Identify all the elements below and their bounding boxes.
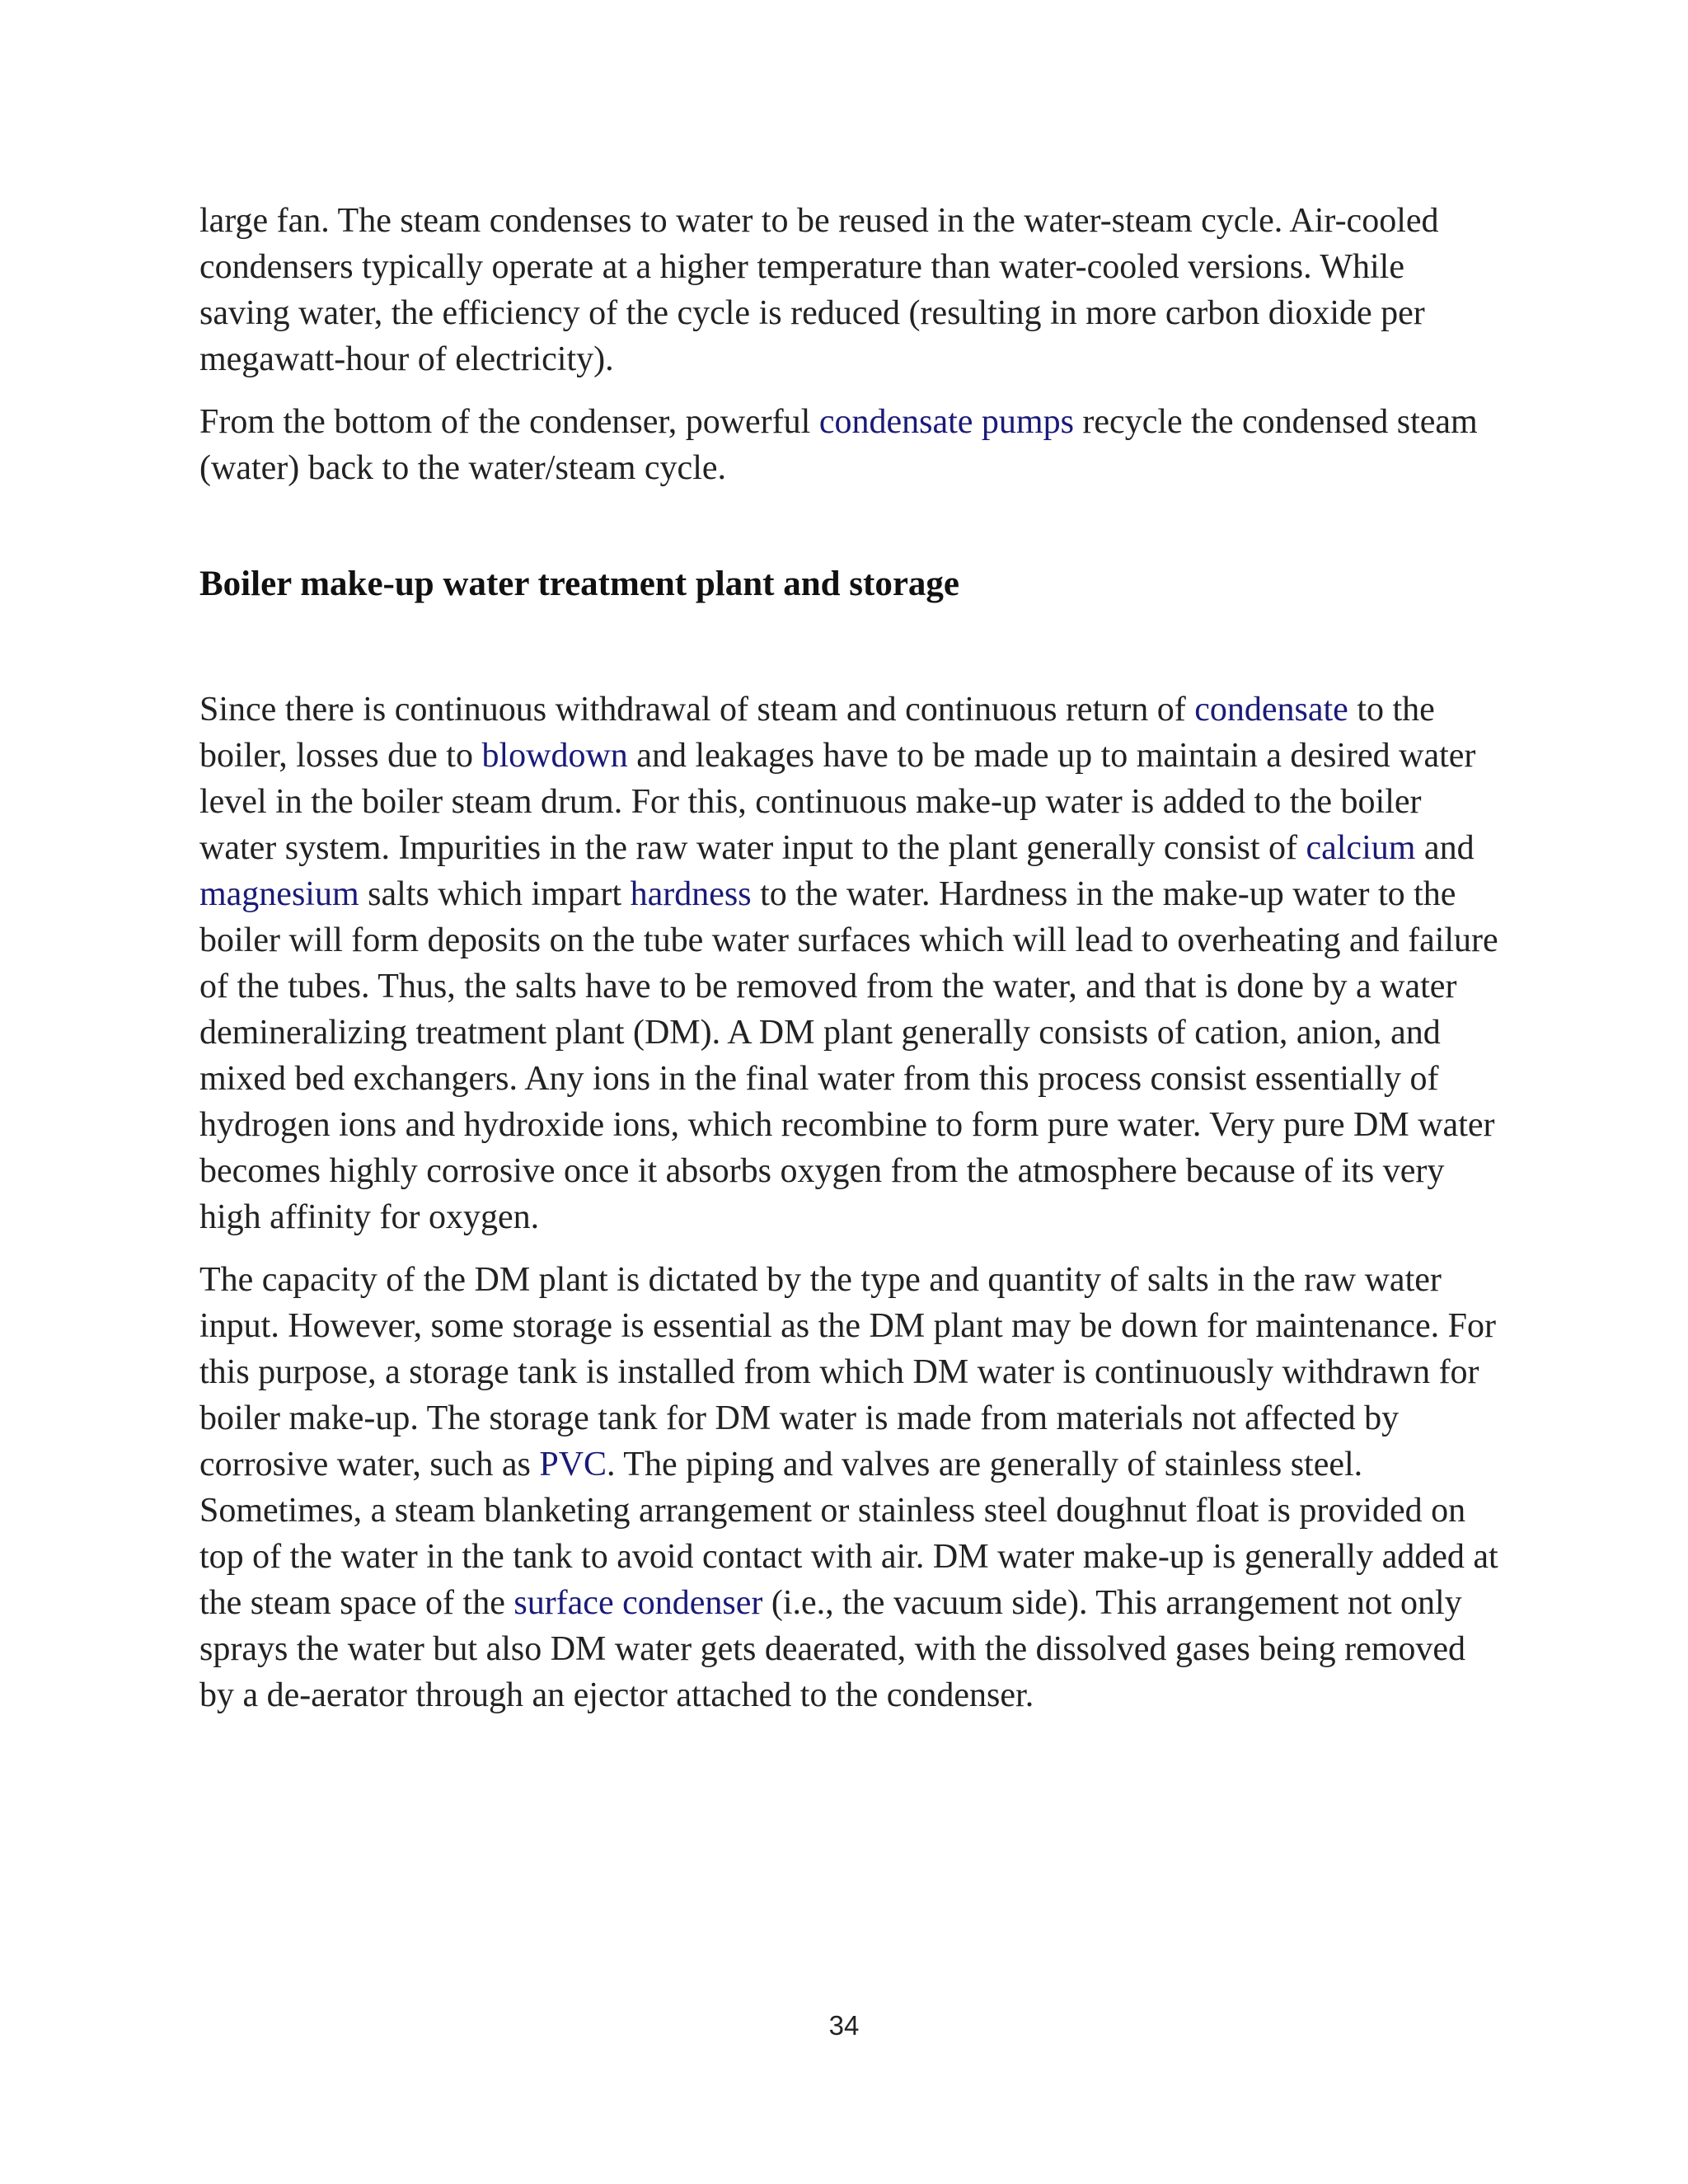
paragraph-condensate-pumps	[199, 399, 1502, 491]
body-text: to the water. Hardness in the make-up water to the boiler will form deposits on the tube water surfaces which will lead to overheating and failure of the tubes. Thus, the salts have to be removed from the water, and that is done by a water demineralizing treatment plant (DM). A DM plant generally consists of cation, anion, and mixed bed exchangers. Any ions in the final water from this process consist essentially of hydrogen ions and hydroxide ions, which recombine to form pure water. Very pure DM water becomes highly corrosive once it absorbs oxygen from the atmosphere because of its very high affinity for oxygen.	[199, 875, 1498, 1236]
page-number: 34	[828, 2010, 860, 2041]
page-body	[199, 198, 1502, 1718]
paragraph-make-up-water	[199, 687, 1502, 1240]
body-text: (i.e., the vacuum side). This arrangement not only sprays the water but also DM water gets deaerated, with the dissolved gases being removed by a de-aerator through an ejector attached to the condenser.	[199, 1584, 1466, 1714]
paragraph-air-cooled-condensers	[199, 198, 1502, 382]
hyperlink-magnesium[interactable]: magnesium	[199, 875, 359, 913]
body-text: salts which impart	[359, 875, 631, 913]
body-text: and leakages have to be made up to maintain a desired water level in the boiler steam drum. For this, continuous make-up water is added to the boiler water system. Impurities in the raw water input to the plant generally consist of	[199, 737, 1476, 867]
hyperlink-calcium[interactable]: calcium	[1306, 829, 1416, 867]
paragraph-dm-plant-capacity	[199, 1257, 1502, 1718]
body-text: From the bottom of the condenser, powerful	[199, 403, 819, 441]
hyperlink-condensate[interactable]: condensate	[1194, 691, 1348, 729]
body-text: The capacity of the DM plant is dictated by the type and quantity of salts in the raw water input. However, some storage is essential as the DM plant may be down for maintenance. For this purpose, a storage tank is installed from which DM water is continuously withdrawn for boiler make-up. The storage tank for DM water is made from materials not affected by corrosive water, such as	[199, 1261, 1496, 1483]
body-text: . The piping and valves are generally of stainless steel. Sometimes, a steam blanketing arrangement or stainless steel doughnut float is provided on top of the water in the tank to avoid contact with air. DM water make-up is generally added at the steam space of the	[199, 1446, 1498, 1622]
hyperlink-pvc[interactable]: PVC	[539, 1446, 607, 1483]
body-text: Since there is continuous withdrawal of steam and continuous return of	[199, 691, 1195, 729]
hyperlink-blowdown[interactable]: blowdown	[481, 737, 628, 775]
body-text: to the boiler, losses due to	[199, 691, 1435, 775]
hyperlink-condensate-pumps[interactable]: condensate pumps	[818, 403, 1074, 441]
section-heading: Boiler make-up water treatment plant and storage	[199, 565, 960, 603]
body-text: large fan. The steam condenses to water to be reused in the water-steam cycle. Air-cooled condensers typically operate at a higher temperature than water-cooled versions. While saving water, the efficiency of the cycle is reduced (resulting in more carbon dioxide per megawatt-hour of electricity).	[199, 202, 1439, 378]
body-text: recycle the condensed steam (water) back to the water/steam cycle.	[199, 403, 1478, 487]
body-text: and	[1415, 829, 1475, 867]
hyperlink-hardness[interactable]: hardness	[630, 875, 752, 913]
hyperlink-surface-condenser[interactable]: surface condenser	[513, 1584, 763, 1622]
